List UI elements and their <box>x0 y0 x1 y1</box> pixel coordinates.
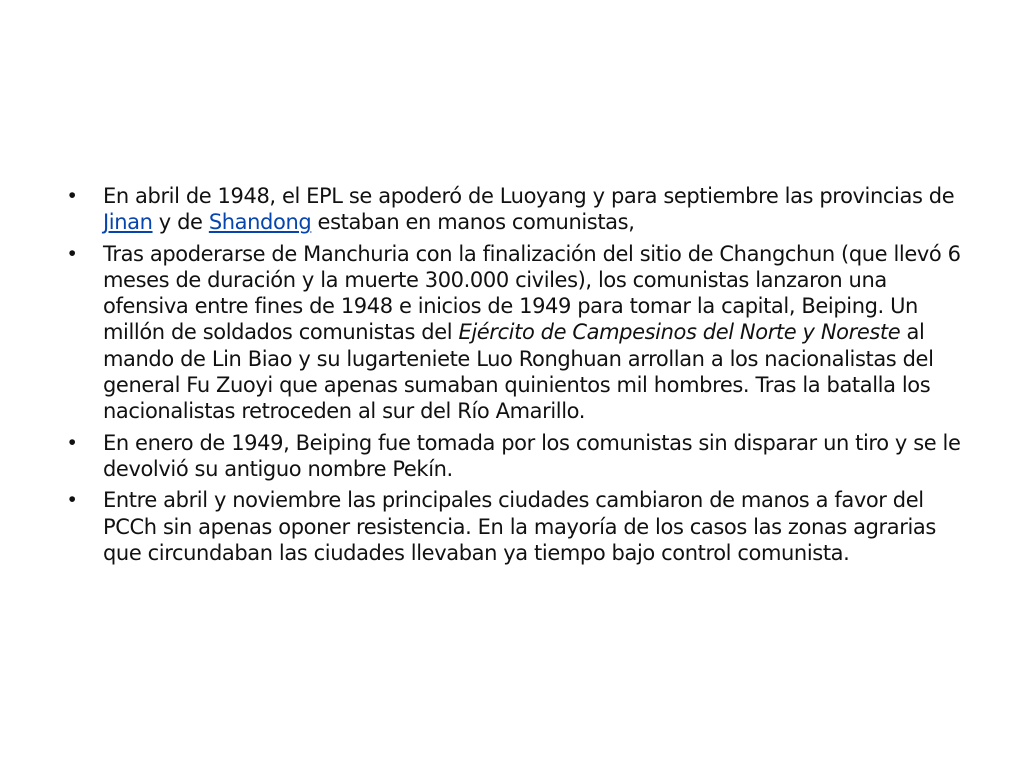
bullet-item-manchuria <box>62 241 972 425</box>
bullet-list <box>62 183 972 571</box>
jinan-link[interactable]: Jinan <box>103 210 153 235</box>
bullet-text: En abril de 1948, el EPL se apoderó de Luoyang y para septiembre las provincias de <box>103 184 955 208</box>
bullet-icon: • <box>68 184 76 207</box>
bullet-text: y de <box>152 210 209 235</box>
bullet-item-cities <box>62 487 972 566</box>
bullet-icon: • <box>68 430 76 454</box>
shandong-link[interactable]: Shandong <box>208 210 312 235</box>
bullet-text: estaban en manos comunistas, <box>311 210 635 235</box>
bullet-icon: • <box>68 488 76 512</box>
bullet-text: Tras apoderarse de Manchuria con la finalización del sitio de Changchun (que llevó 6 meses de duración y la muerte 300.000 civiles), los comunistas lanzaron una ofensiva entre fines de 1948 e inicios de 1949 para tomar la capital, Beiping. Un millón de soldados comunistas del <box>103 241 961 345</box>
bullet-text: al mando de Lin Biao y su lugarteniete Luo Ronghuan arrollan a los nacionalistas del general Fu Zuoyi que apenas sumaban quinientos mil hombres. Tras la batalla los nacionalistas retroceden al sur del Río Amarillo. <box>103 320 934 424</box>
bullet-icon: • <box>68 241 76 265</box>
bullet-text: En enero de 1949, Beiping fue tomada por los comunistas sin disparar un tiro y se le devolvió su antiguo nombre Pekín. <box>103 430 961 481</box>
bullet-item-luoyang <box>62 183 972 236</box>
bullet-text: Entre abril y noviembre las principales ciudades cambiaron de manos a favor del PCCh sin apenas oponer resistencia. En la mayoría de los casos las zonas agrarias que circundaban las ciudades llevaban ya tiempo bajo control comunista. <box>103 488 936 565</box>
bullet-item-beiping <box>62 430 972 483</box>
army-name-italic: Ejército de Campesinos del Norte y Noreste <box>458 320 901 345</box>
